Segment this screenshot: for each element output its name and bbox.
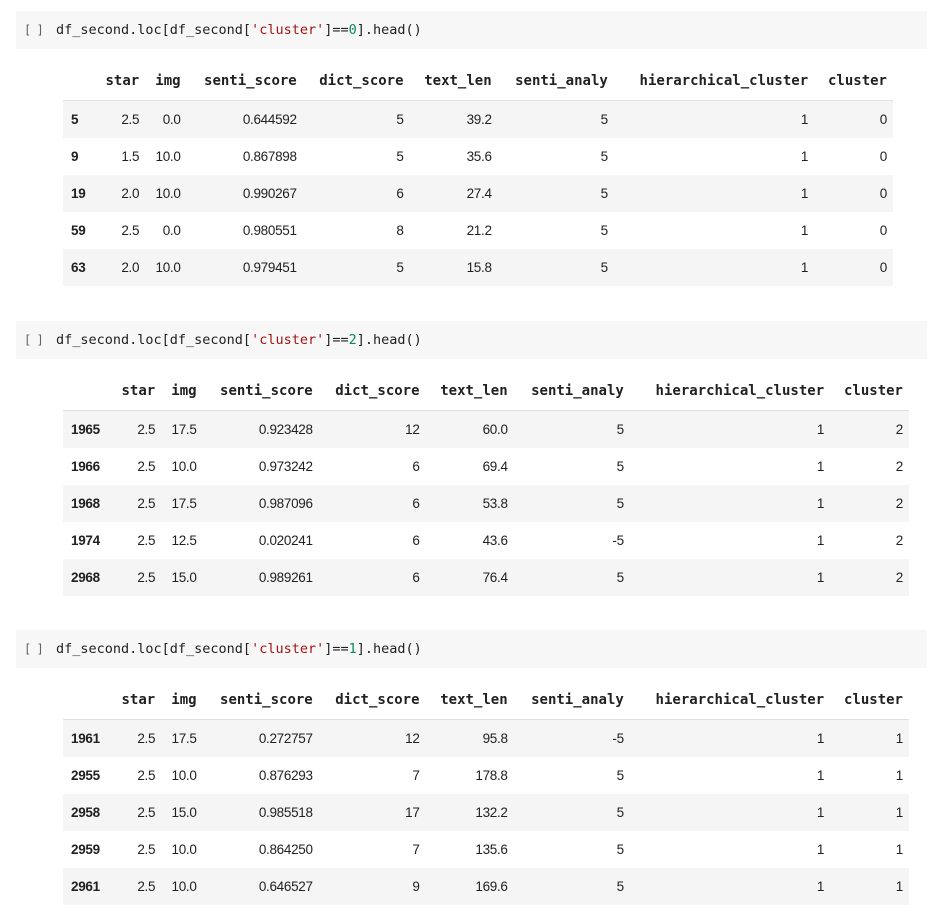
table-cell: 5 <box>600 149 608 164</box>
table-cell: 2 <box>895 570 903 585</box>
code-prefix: df_second.loc[df_second[ <box>56 332 252 348</box>
table-row <box>63 831 909 868</box>
row-index: 1961 <box>71 731 100 746</box>
table-cell: 0.272757 <box>258 731 313 746</box>
table-cell: 0.0 <box>162 223 181 238</box>
table-cell: 2.0 <box>121 186 140 201</box>
column-header: dict_score <box>319 372 426 411</box>
table-cell: 2.5 <box>137 422 156 437</box>
table-cell: 1 <box>895 879 903 894</box>
table-cell: 0.985518 <box>258 805 313 820</box>
column-header: senti_score <box>203 681 319 720</box>
table-cell: 2 <box>895 533 903 548</box>
table-cell: 10.0 <box>155 260 181 275</box>
table-cell: 1 <box>895 768 903 783</box>
column-header: star <box>111 681 162 720</box>
table-cell: 2 <box>895 496 903 511</box>
table-cell: 5 <box>616 422 624 437</box>
table-cell: 2.5 <box>137 570 156 585</box>
table-cell: 0.876293 <box>258 768 313 783</box>
column-header: dict_score <box>319 681 426 720</box>
run-cell-button[interactable]: [ ] <box>24 642 43 656</box>
column-header: hierarchical_cluster <box>630 681 830 720</box>
table-cell: 132.2 <box>475 805 508 820</box>
table-cell: 1 <box>816 570 825 585</box>
table-row <box>63 138 893 175</box>
table-cell: 0.987096 <box>258 496 313 511</box>
table-cell: 1 <box>816 533 825 548</box>
code-text[interactable] <box>56 641 422 657</box>
table-cell: 12.5 <box>171 533 197 548</box>
table-cell: 10.0 <box>171 459 197 474</box>
code-text[interactable] <box>56 332 422 348</box>
table-cell: 2.5 <box>121 223 140 238</box>
table-cell: 17.5 <box>171 496 197 511</box>
row-index: 1966 <box>71 459 100 474</box>
table-cell: 5 <box>616 768 624 783</box>
table-cell: 1 <box>895 731 903 746</box>
table-cell: -5 <box>612 533 624 548</box>
column-header: senti_analy <box>514 372 630 411</box>
table-cell: 1 <box>816 496 825 511</box>
code-cell[interactable] <box>16 11 927 49</box>
table-row <box>63 411 909 449</box>
table-cell: 6 <box>412 533 420 548</box>
table-cell: 53.8 <box>482 496 508 511</box>
column-header: cluster <box>830 372 909 411</box>
table-cell: 1 <box>816 879 825 894</box>
table-cell: 2.5 <box>137 496 156 511</box>
table-cell: 5 <box>616 496 624 511</box>
table-cell: 9 <box>412 879 420 894</box>
table-cell: 2.0 <box>121 260 140 275</box>
table-cell: 1 <box>800 112 809 127</box>
table-cell: 6 <box>412 459 420 474</box>
table-cell: 135.6 <box>475 842 508 857</box>
table-cell: 0 <box>879 149 887 164</box>
table-cell: 178.8 <box>475 768 508 783</box>
table-cell: 2 <box>895 459 903 474</box>
index-header <box>63 681 111 720</box>
table-cell: 2.5 <box>137 879 156 894</box>
code-mid: ]== <box>324 22 349 38</box>
table-cell: 2.5 <box>137 768 156 783</box>
table-cell: 17.5 <box>171 731 197 746</box>
column-header: cluster <box>830 681 909 720</box>
table-cell: 15.0 <box>171 570 197 585</box>
table-cell: 1 <box>800 149 809 164</box>
table-cell: 7 <box>412 842 420 857</box>
table-cell: 5 <box>616 842 624 857</box>
table-cell: 1 <box>816 768 825 783</box>
column-header: img <box>145 62 186 101</box>
table-cell: 15.8 <box>466 260 492 275</box>
code-string: 'cluster' <box>251 332 325 348</box>
table-cell: 0.0 <box>162 112 181 127</box>
table-cell: 5 <box>396 149 404 164</box>
row-index: 9 <box>71 149 79 164</box>
column-header: hierarchical_cluster <box>630 372 830 411</box>
table-cell: 0.990267 <box>242 186 297 201</box>
table-row <box>63 559 909 596</box>
table-cell: 0.646527 <box>258 879 313 894</box>
row-index: 1968 <box>71 496 100 511</box>
table-cell: 1.5 <box>121 149 140 164</box>
table-cell: 17.5 <box>171 422 197 437</box>
table-cell: 5 <box>396 112 404 127</box>
code-number: 2 <box>348 332 357 348</box>
code-string: 'cluster' <box>251 641 325 657</box>
code-cell[interactable] <box>16 630 927 668</box>
column-header: img <box>161 372 202 411</box>
table-cell: 76.4 <box>482 570 508 585</box>
column-header: text_len <box>426 372 514 411</box>
table-cell: 1 <box>816 459 825 474</box>
code-suffix: ].head() <box>356 22 422 38</box>
dataframe-output-table <box>63 681 909 905</box>
row-index: 1974 <box>71 533 100 548</box>
table-cell: 6 <box>396 186 404 201</box>
code-mid: ]== <box>324 332 349 348</box>
table-row <box>63 485 909 522</box>
table-row <box>63 175 893 212</box>
table-row <box>63 720 909 758</box>
code-mid: ]== <box>324 641 349 657</box>
row-index: 5 <box>71 112 79 127</box>
index-header <box>63 372 111 411</box>
table-cell: 8 <box>396 223 404 238</box>
table-cell: 43.6 <box>482 533 508 548</box>
column-header: text_len <box>410 62 498 101</box>
code-number: 0 <box>348 22 357 38</box>
table-cell: 5 <box>600 223 608 238</box>
table-cell: 6 <box>412 496 420 511</box>
table-cell: 5 <box>616 879 624 894</box>
column-header: img <box>161 681 202 720</box>
dataframe-output-table <box>63 62 893 286</box>
row-index: 2968 <box>71 570 100 585</box>
table-cell: 2.5 <box>137 731 156 746</box>
column-header: cluster <box>814 62 893 101</box>
table-cell: 0 <box>879 186 887 201</box>
table-cell: 0.867898 <box>242 149 297 164</box>
table-cell: 15.0 <box>171 805 197 820</box>
table-cell: 0.979451 <box>242 260 297 275</box>
table-cell: 60.0 <box>482 422 508 437</box>
row-index: 2955 <box>71 768 100 783</box>
table-cell: 10.0 <box>171 879 197 894</box>
table-row <box>63 868 909 905</box>
table-cell: 10.0 <box>171 842 197 857</box>
table-cell: 1 <box>800 223 809 238</box>
table-cell: 0 <box>879 112 887 127</box>
table-cell: 169.6 <box>475 879 508 894</box>
column-header: star <box>111 372 162 411</box>
row-index: 2959 <box>71 842 100 857</box>
column-header: senti_analy <box>514 681 630 720</box>
column-header: senti_score <box>203 372 319 411</box>
table-cell: 12 <box>405 731 420 746</box>
table-cell: 1 <box>816 731 825 746</box>
column-header: senti_score <box>187 62 303 101</box>
table-row <box>63 212 893 249</box>
table-cell: 27.4 <box>466 186 492 201</box>
table-cell: 6 <box>412 570 420 585</box>
table-cell: -5 <box>612 731 624 746</box>
run-cell-button[interactable]: [ ] <box>24 23 43 37</box>
code-prefix: df_second.loc[df_second[ <box>56 22 252 38</box>
row-index: 2958 <box>71 805 100 820</box>
row-index: 59 <box>71 223 86 238</box>
table-cell: 1 <box>800 260 809 275</box>
table-cell: 0 <box>879 260 887 275</box>
table-cell: 39.2 <box>466 112 492 127</box>
table-cell: 0.020241 <box>258 533 313 548</box>
table-cell: 2.5 <box>137 805 156 820</box>
code-number: 1 <box>348 641 357 657</box>
column-header: hierarchical_cluster <box>614 62 814 101</box>
table-cell: 1 <box>816 842 825 857</box>
table-row <box>63 522 909 559</box>
table-cell: 10.0 <box>155 149 181 164</box>
table-cell: 10.0 <box>155 186 181 201</box>
table-cell: 5 <box>600 260 608 275</box>
table-cell: 5 <box>396 260 404 275</box>
code-cell[interactable] <box>16 321 927 359</box>
table-cell: 1 <box>895 805 903 820</box>
table-row <box>63 794 909 831</box>
table-cell: 0.980551 <box>242 223 297 238</box>
table-cell: 5 <box>616 570 624 585</box>
table-cell: 35.6 <box>466 149 492 164</box>
code-prefix: df_second.loc[df_second[ <box>56 641 252 657</box>
table-cell: 5 <box>616 805 624 820</box>
row-index: 2961 <box>71 879 100 894</box>
table-row <box>63 757 909 794</box>
table-cell: 0 <box>879 223 887 238</box>
table-cell: 2.5 <box>137 459 156 474</box>
table-cell: 5 <box>616 459 624 474</box>
table-cell: 1 <box>895 842 903 857</box>
code-string: 'cluster' <box>251 22 325 38</box>
column-header: text_len <box>426 681 514 720</box>
table-cell: 0.923428 <box>258 422 313 437</box>
table-cell: 2.5 <box>121 112 140 127</box>
table-header-row <box>63 681 909 720</box>
table-cell: 2.5 <box>137 842 156 857</box>
table-cell: 1 <box>800 186 809 201</box>
dataframe-output-table <box>63 372 909 596</box>
table-header-row <box>63 372 909 411</box>
table-cell: 7 <box>412 768 420 783</box>
row-index: 1965 <box>71 422 100 437</box>
table-cell: 1 <box>816 422 825 437</box>
table-cell: 0.989261 <box>258 570 313 585</box>
table-cell: 17 <box>405 805 420 820</box>
table-cell: 95.8 <box>482 731 508 746</box>
column-header: star <box>95 62 146 101</box>
table-cell: 2.5 <box>137 533 156 548</box>
table-cell: 0.644592 <box>242 112 297 127</box>
code-suffix: ].head() <box>356 332 422 348</box>
table-row <box>63 101 893 139</box>
column-header: dict_score <box>303 62 410 101</box>
table-cell: 69.4 <box>482 459 508 474</box>
table-cell: 1 <box>816 805 825 820</box>
code-suffix: ].head() <box>356 641 422 657</box>
table-cell: 0.864250 <box>258 842 313 857</box>
table-cell: 10.0 <box>171 768 197 783</box>
table-cell: 12 <box>405 422 420 437</box>
index-header <box>63 62 95 101</box>
code-text[interactable] <box>56 22 422 38</box>
row-index: 63 <box>71 260 86 275</box>
table-header-row <box>63 62 893 101</box>
column-header: senti_analy <box>498 62 614 101</box>
table-cell: 5 <box>600 186 608 201</box>
table-row <box>63 249 893 286</box>
table-row <box>63 448 909 485</box>
table-cell: 21.2 <box>466 223 492 238</box>
row-index: 19 <box>71 186 86 201</box>
table-cell: 5 <box>600 112 608 127</box>
run-cell-button[interactable]: [ ] <box>24 333 43 347</box>
table-cell: 0.973242 <box>258 459 313 474</box>
table-cell: 2 <box>895 422 903 437</box>
